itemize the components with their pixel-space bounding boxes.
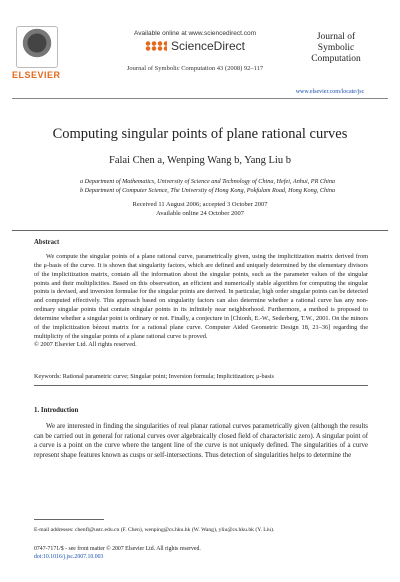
email-footnote: E-mail addresses: chenfl@ustc.edu.cn (F. Chen), wenping@cs.hku.hk (W. Wang), yliu@cs.hku.hk (Y. Liu). (34, 527, 275, 533)
affiliation-b: b Department of Computer Science, The University of Hong Kong, Pokfulam Road, Hong Kong, China (80, 187, 336, 194)
section-heading-introduction: 1. Introduction (34, 407, 79, 414)
abstract-copyright: © 2007 Elsevier Ltd. All rights reserved. (34, 341, 137, 349)
affiliation-a: a Department of Mathematics, University of Science and Technology of China, Hefei, Anhui, PR China (80, 178, 336, 185)
header-divider (12, 98, 388, 99)
doi-link[interactable]: doi:10.1016/j.jsc.2007.10.003 (34, 554, 104, 560)
introduction-paragraph: We are interested in finding the singularities of real planar rational curves parametrically given (although the results can be carried out in general for rational curves over algebraically closed field of characteristic zero). A singular point of a curve is a point on the curve where the tangent line of the curve is not uniquely defined. The singularities of a curve represent shape features known as cusps or self-intersections. Thus detection of singularities helps to determine the (34, 423, 368, 460)
sciencedirect-logo (95, 39, 295, 53)
abstract-heading: Abstract (34, 239, 60, 246)
keywords: Keywords: Rational parametric curve; Singular point; Inversion formula; Implicitization; μ-basis (34, 373, 274, 380)
page-footer (34, 545, 201, 561)
footnote-divider (34, 519, 104, 520)
received-date: Received 11 August 2006; accepted 3 October 2007 (132, 201, 268, 208)
journal-reference: Journal of Symbolic Computation 43 (2008) 92–117 (126, 65, 264, 72)
abstract-text: We compute the singular points of a plane rational curve, parametrically given, using the implicitization matrix derived from the μ-basis of the curve. It is shown that singularity factors, which are defined and uniquely determined by the elementary divisors of the implicitization matrix, contain all the information about the singular points, such as the parameter values of the singular points and their multiplicities. Based on this observation, an efficient and numerically stable algorithm for computing the singular points is devised, and inversion formulae for the singular points are derived. In particular, high order singular points can be detected and computed effectively. This approach based on singularity factors can also determine whether a rational curve has any non-ordinary singular points that contain singular points in its infinitely near neighborhood. Furthermore, a method is proposed to determine whether a singular point is ordinary or not. Finally, a conjecture in [Chionh, E.-W., Sederberg, T.W., 2001. On the minors of the implicitization bézout matrix for a rational plane curve. Computer Aided Geometric Design 18, 21–36] regarding the multiplicity of the singular points of a plane rational curve is proved. (34, 253, 368, 340)
introduction-body (34, 422, 368, 461)
article-dates (0, 200, 400, 218)
sciencedirect-header (95, 30, 295, 72)
sciencedirect-dots-icon (145, 41, 167, 51)
abstract-divider-bottom (34, 385, 368, 386)
journal-masthead (295, 32, 372, 95)
elsevier-tree-icon (16, 26, 58, 68)
platform-name: ScienceDirect (170, 39, 246, 53)
available-date: Available online 24 October 2007 (156, 210, 244, 217)
abstract-body (34, 253, 368, 350)
abstract-divider-top (12, 230, 388, 231)
author-list: Falai Chen a, Wenping Wang b, Yang Liu b (109, 155, 291, 166)
affiliations (80, 177, 380, 195)
journal-url-link[interactable]: www.elsevier.com/locate/jsc (295, 89, 365, 95)
journal-title: Journal of Symbolic Computation (311, 32, 361, 64)
article-title: Computing singular points of plane rational curves (52, 126, 348, 142)
available-online-text: Available online at www.sciencedirect.com (134, 30, 256, 37)
publisher-name: ELSEVIER (12, 70, 61, 80)
publisher-logo (12, 26, 60, 80)
issn-line: 0747-7171/$ - see front matter © 2007 Elsevier Ltd. All rights reserved. (34, 546, 201, 552)
